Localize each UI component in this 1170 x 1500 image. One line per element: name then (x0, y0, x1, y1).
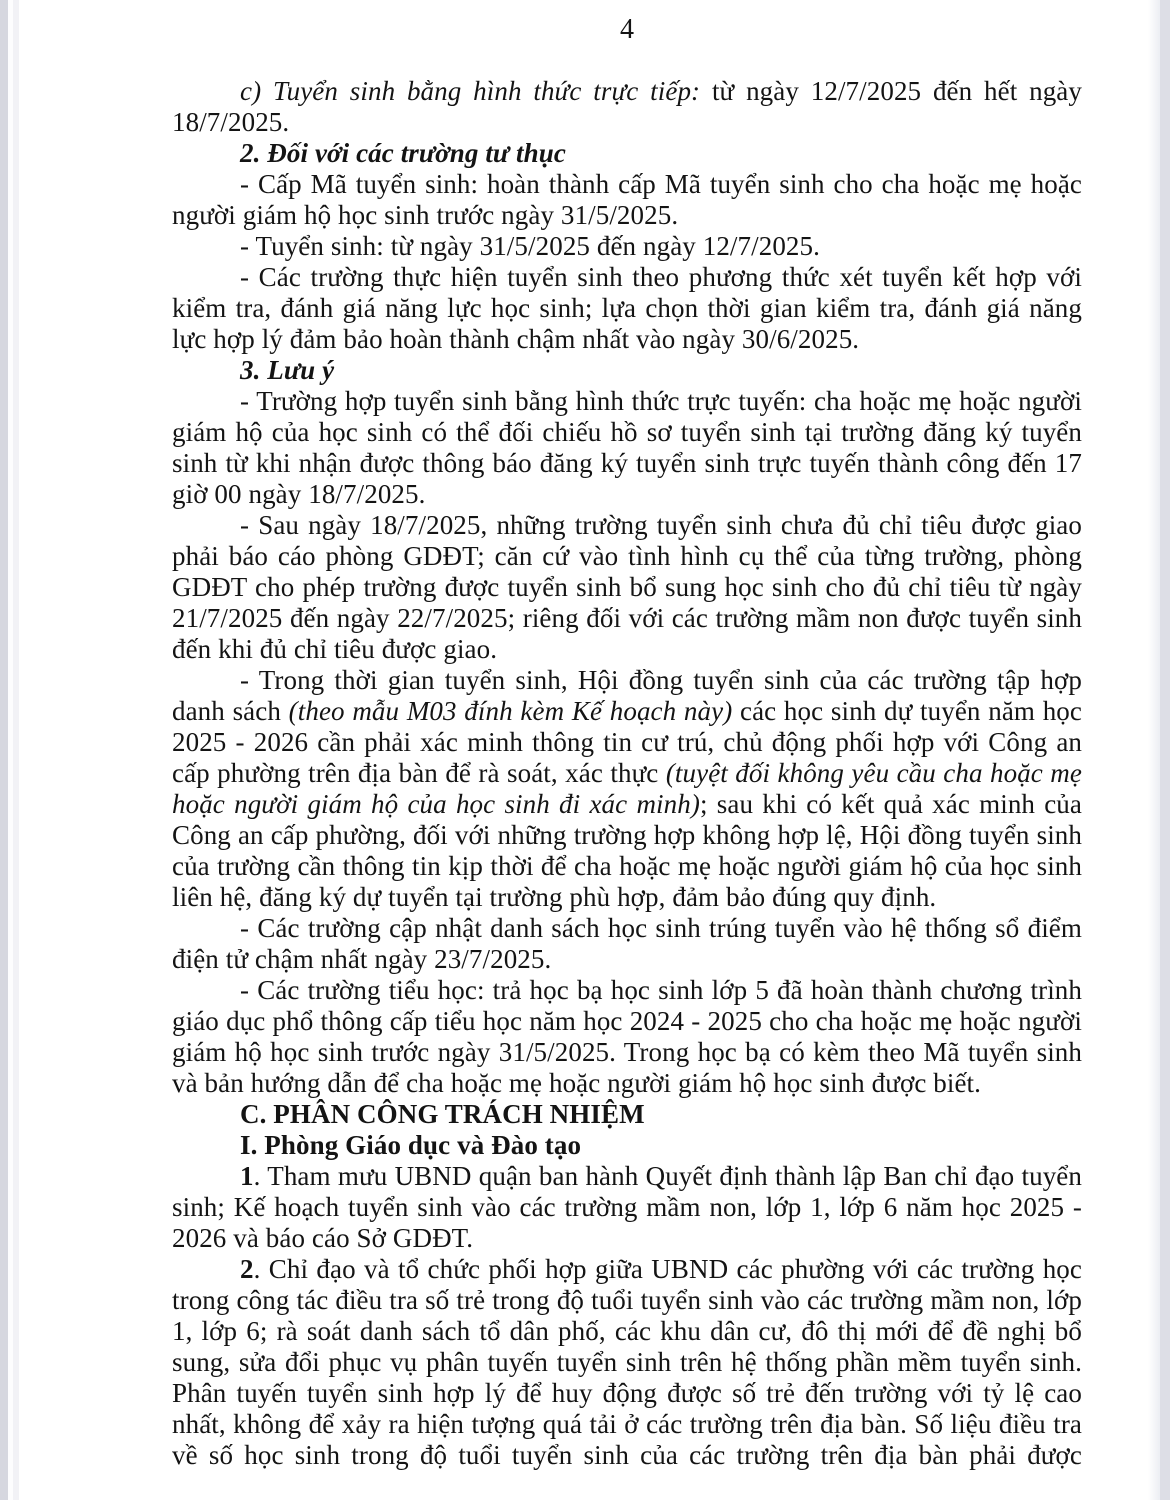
text-run: - Trường hợp tuyển sinh bằng hình thức trực tuyến: cha hoặc mẹ hoặc người giám hộ của học sinh có thể đối chiếu hồ sơ tuyển sinh tại trường đăng ký tuyển sinh từ khi nhận được thông báo đăng ký tuyển sinh trực tuyến thành công đến 17 giờ 00 ngày 18/7/2025. (172, 386, 1082, 509)
paragraph (172, 231, 1082, 262)
scan-edge-left (0, 0, 13, 1500)
text-run: C. PHÂN CÔNG TRÁCH NHIỆM (240, 1099, 645, 1129)
text-run: (theo mẫu M03 đính kèm Kế hoạch này) (288, 696, 733, 726)
paragraph (172, 1161, 1082, 1254)
text-run: . Tham mưu UBND quận ban hành Quyết định thành lập Ban chỉ đạo tuyển sinh; Kế hoạch tuyển sinh vào các trường mầm non, lớp 1, lớp 6 năm học 2025 - 2026 và báo cáo Sở GDĐT. (172, 1161, 1082, 1253)
paragraph (172, 169, 1082, 231)
document-body (172, 76, 1082, 1471)
text-run: 2. Đối với các trường tư thục (240, 138, 566, 168)
text-run: các học sinh dự tuyển năm học 2025 - 2026 cần phải xác minh thông tin cư trú, chủ động phối hợp với Công an cấp phường trên địa bàn để rà soát, xác thực (172, 696, 1082, 788)
paragraph (172, 1254, 1082, 1471)
scan-edge-right-fade (1148, 0, 1160, 1500)
paragraph (172, 76, 1082, 138)
section-heading (172, 138, 1082, 169)
text-run: - Các trường cập nhật danh sách học sinh trúng tuyển vào hệ thống sổ điểm điện tử chậm nhất ngày 23/7/2025. (172, 913, 1082, 974)
text-run: - Tuyển sinh: từ ngày 31/5/2025 đến ngày 12/7/2025. (240, 231, 820, 261)
text-run: - Các trường thực hiện tuyển sinh theo phương thức xét tuyển kết hợp với kiểm tra, đánh giá năng lực học sinh; lựa chọn thời gian kiểm tra, đánh giá năng lực hợp lý đảm bảo hoàn thành chậm nhất vào ngày 30/6/2025. (172, 262, 1082, 354)
paragraph (172, 913, 1082, 975)
section-heading (172, 355, 1082, 386)
page-number: 4 (620, 14, 634, 45)
paragraph (172, 510, 1082, 665)
paragraph (172, 665, 1082, 913)
text-run: - Sau ngày 18/7/2025, những trường tuyển sinh chưa đủ chỉ tiêu được giao phải báo cáo phòng GDĐT; căn cứ vào tình hình cụ thể của từng trường, phòng GDĐT cho phép trường được tuyển sinh bổ sung học sinh cho đủ chỉ tiêu từ ngày 21/7/2025 đến ngày 22/7/2025; riêng đối với các trường mầm non được tuyển sinh đến khi đủ chỉ tiêu được giao. (172, 510, 1082, 664)
text-run: 2 (240, 1254, 254, 1284)
section-heading (172, 1130, 1082, 1161)
text-run: 3. Lưu ý (240, 355, 335, 385)
text-run: - Các trường tiểu học: trả học bạ học sinh lớp 5 đã hoàn thành chương trình giáo dục phổ thông cấp tiểu học năm học 2024 - 2025 cho cha hoặc mẹ hoặc người giám hộ học sinh trước ngày 31/5/2025. Trong học bạ có kèm theo Mã tuyển sinh và bản hướng dẫn để cha hoặc mẹ hoặc người giám hộ học sinh được biết. (172, 975, 1082, 1098)
document-page (172, 0, 1082, 1500)
text-run: 1 (240, 1161, 254, 1191)
scan-edge-right (1160, 0, 1170, 1500)
text-run: - Cấp Mã tuyển sinh: hoàn thành cấp Mã tuyển sinh cho cha hoặc mẹ hoặc người giám hộ học sinh trước ngày 31/5/2025. (172, 169, 1082, 230)
text-run: (tuyệt đối không yêu cầu cha hoặc mẹ hoặc người giám hộ của học sinh đi xác minh) (172, 758, 1082, 819)
section-heading (172, 1099, 1082, 1130)
text-run: ; sau khi có kết quả xác minh của Công an cấp phường, đối với những trường hợp không hợp lệ, Hội đồng tuyển sinh của trường cần thông tin kịp thời để cha hoặc mẹ hoặc người giám hộ của học sinh liên hệ, đăng ký dự tuyển tại trường phù hợp, đảm bảo đúng quy định. (172, 789, 1082, 912)
text-run: từ ngày 12/7/2025 đến hết ngày 18/7/2025. (172, 76, 1082, 137)
paragraph (172, 386, 1082, 510)
paragraph (172, 262, 1082, 355)
text-run: I. Phòng Giáo dục và Đào tạo (240, 1130, 582, 1160)
text-run: - Trong thời gian tuyển sinh, Hội đồng tuyển sinh của các trường tập hợp danh sách (172, 665, 1082, 726)
paragraph (172, 975, 1082, 1099)
text-run: c) Tuyển sinh bằng hình thức trực tiếp: (240, 76, 701, 106)
text-run: . Chỉ đạo và tổ chức phối hợp giữa UBND các phường với các trường học trong công tác điều tra số trẻ trong độ tuổi tuyển sinh vào các trường mầm non, lớp 1, lớp 6; rà soát danh sách tổ dân phố, các khu dân cư, đô thị mới để đề nghị bổ sung, sửa đổi phục vụ phân tuyến tuyển sinh trên hệ thống phần mềm tuyển sinh. Phân tuyến tuyển sinh hợp lý để huy động được số trẻ đến trường với tỷ lệ cao nhất, không để xảy ra hiện tượng quá tải ở các trường trên địa bàn. Số liệu điều tra về số học sinh trong độ tuổi tuyển sinh của các trường trên địa bàn phải được (172, 1254, 1082, 1470)
